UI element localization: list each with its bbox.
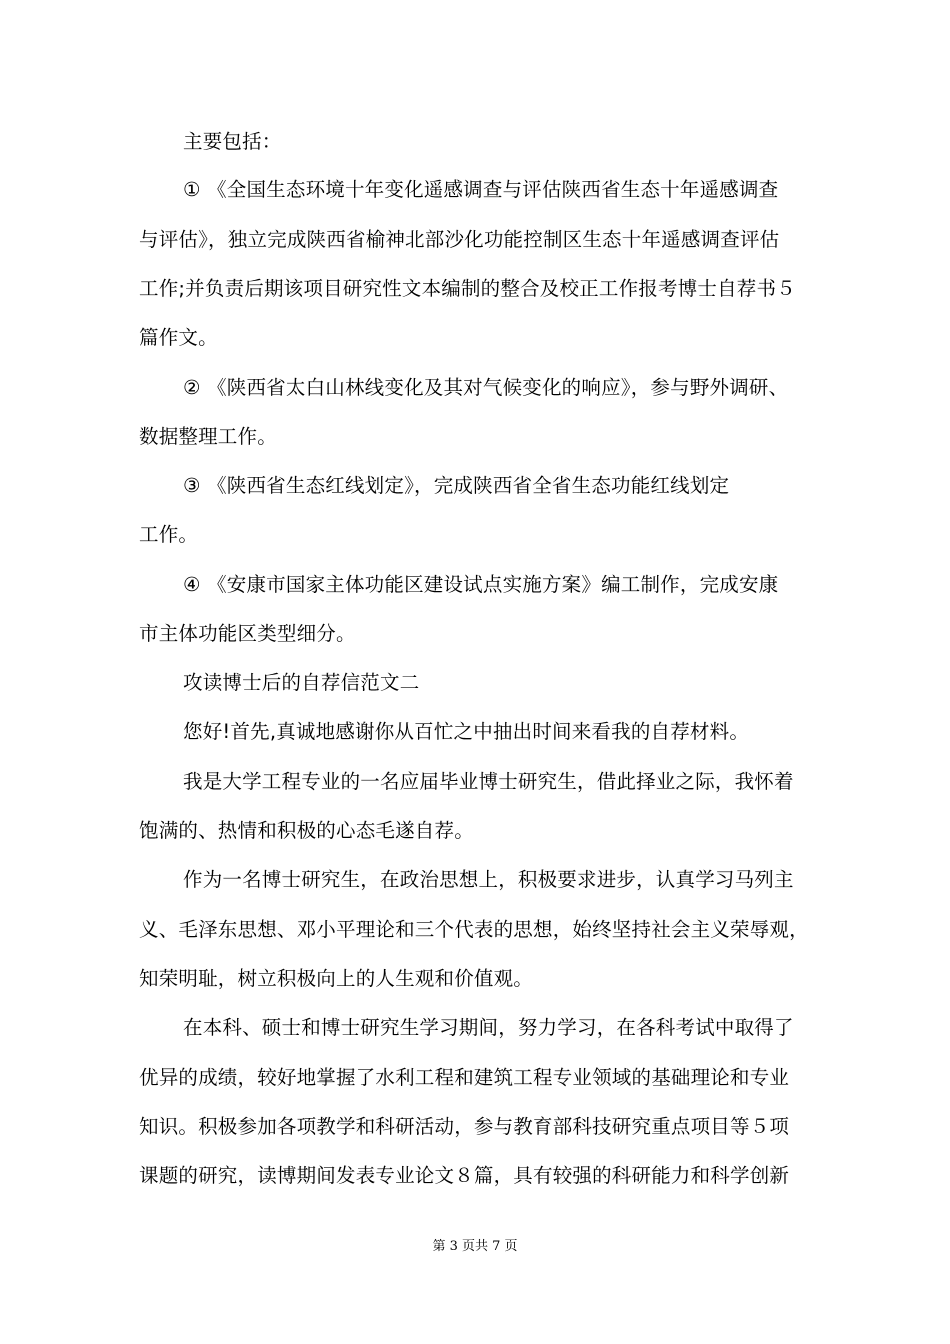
text-line: 工作;并负责后期该项目研究性文本编制的整合及校正工作报考博士自荐书５ [139, 277, 796, 300]
section-heading: 攻读博士后的自荐信范文二 [183, 671, 420, 694]
text-line: 您好!首先,真诚地感谢你从百忙之中抽出时间来看我的自荐材料。 [183, 720, 750, 743]
text-line: 优异的成绩，较好地掌握了水利工程和建筑工程专业领域的基础理论和专业 [139, 1066, 790, 1089]
page-number-footer: 第 3 页共 7 页 [432, 1239, 518, 1254]
text-line: ③ 《陕西省生态红线划定》，完成陕西省全省生态功能红线划定 [183, 474, 730, 497]
text-line: 工作。 [139, 523, 199, 546]
text-line: ② 《陕西省太白山林线变化及其对气候变化的响应》，参与野外调研、 [183, 376, 789, 399]
text-line: 我是大学工程专业的一名应届毕业博士研究生，借此择业之际，我怀着 [183, 770, 794, 793]
text-line: 义、毛泽东思想、邓小平理论和三个代表的思想，始终坚持社会主义荣辱观， [139, 918, 809, 941]
text-line: 市主体功能区类型细分。 [139, 622, 356, 645]
text-line: 知荣明耻，树立积极向上的人生观和价值观。 [139, 967, 534, 990]
text-line: 数据整理工作。 [139, 425, 277, 448]
text-line: 饱满的、热情和积极的心态毛遂自荐。 [139, 819, 474, 842]
text-line: 主要包括： [183, 130, 282, 153]
text-line: 与评估》，独立完成陕西省榆神北部沙化功能控制区生态十年遥感调查评估 [139, 228, 780, 251]
text-line: 篇作文。 [139, 326, 218, 349]
text-line: ① 《全国生态环境十年变化遥感调查与评估陕西省生态十年遥感调查 [183, 178, 779, 201]
text-line: 知识。积极参加各项教学和科研活动，参与教育部科技研究重点项目等５项 [139, 1115, 790, 1138]
text-line: 在本科、硕士和博士研究生学习期间，努力学习，在各科考试中取得了 [183, 1016, 794, 1039]
text-line: ④ 《安康市国家主体功能区建设试点实施方案》编工制作，完成安康 [183, 573, 779, 596]
text-line: 课题的研究，读博期间发表专业论文８篇，具有较强的科研能力和科学创新 [139, 1164, 790, 1187]
text-line: 作为一名博士研究生，在政治思想上，积极要求进步，认真学习马列主 [183, 868, 794, 891]
